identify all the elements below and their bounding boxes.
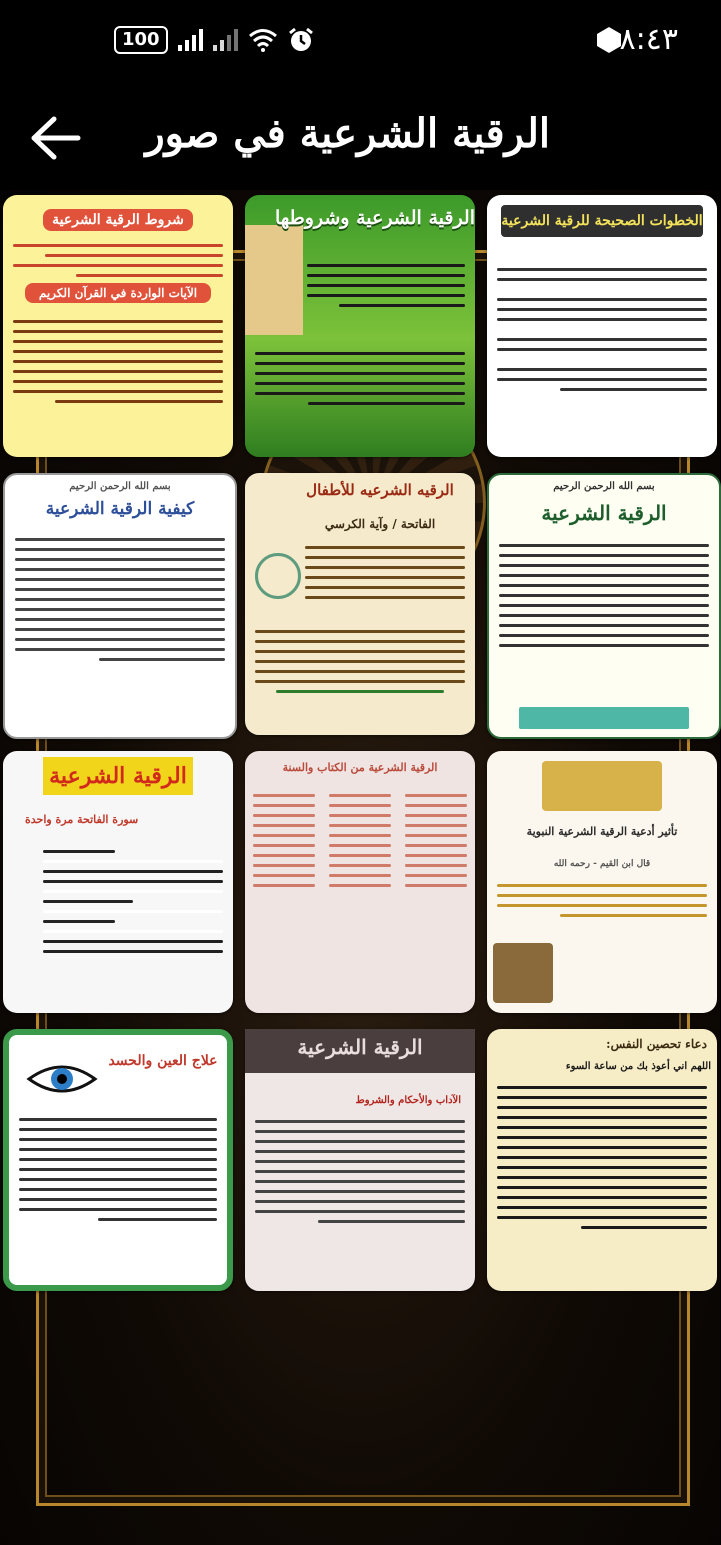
card-text [497, 1079, 707, 1236]
card-subtitle: الآداب والأحكام والشروط [355, 1095, 461, 1106]
alarm-icon [288, 27, 314, 53]
gallery-card-4[interactable] [3, 473, 237, 739]
card-title: كيفية الرقية الشرعية [45, 499, 195, 519]
gallery-card-2[interactable] [245, 195, 475, 457]
card-title: علاج العين والحسد [108, 1053, 218, 1069]
card-subtitle: بسم الله الرحمن الرحيم [553, 481, 655, 492]
card-title: الرقية الشرعية [541, 501, 667, 525]
gallery-card-7[interactable] [3, 751, 233, 1013]
arrow-left-icon[interactable] [30, 116, 82, 160]
card-title: الرقيه الشرعيه للأطفال [306, 481, 454, 499]
card-text [255, 345, 465, 412]
card-footer-band [519, 707, 689, 729]
card-title: الخطوات الصحيحة للرقية الشرعية [501, 205, 703, 237]
card-text [499, 537, 709, 654]
gallery-card-8[interactable] [245, 751, 475, 1013]
hexagon-icon [596, 26, 622, 54]
card-title: شروط الرقية الشرعية [43, 209, 193, 231]
page-title: الرقية الشرعية في صور [145, 110, 550, 157]
card-castle-graphic [245, 225, 303, 335]
card-text [13, 313, 223, 410]
status-bar [0, 0, 720, 80]
gallery-card-12[interactable] [487, 1029, 717, 1291]
card-title: دعاء تحصين النفس: [606, 1037, 707, 1051]
signal-icon-2 [213, 29, 238, 51]
card-title: الرقية الشرعية وشروطها [275, 207, 475, 229]
card-text [43, 843, 223, 960]
card-subtitle: الفاتحة / وآية الكرسي [324, 517, 436, 531]
gallery-card-10[interactable] [3, 1029, 233, 1291]
card-text [15, 531, 225, 668]
app-bar [0, 80, 720, 190]
gallery-card-3[interactable] [487, 195, 717, 457]
card-text [307, 257, 465, 314]
card-title: الرقية الشرعية [43, 757, 193, 795]
card-text [497, 877, 707, 924]
status-time: ٨:٤٣ [619, 22, 678, 57]
card-subtitle: قال ابن القيم - رحمه الله [553, 859, 651, 869]
card-text [255, 623, 465, 700]
card-title: تأثير أدعية الرقية الشرعية النبوية [526, 825, 678, 838]
card-illustration [493, 943, 553, 1003]
eye-icon [27, 1061, 97, 1097]
card-text [305, 539, 465, 606]
card-text [497, 261, 707, 398]
gallery-card-5[interactable] [245, 473, 475, 735]
card-text [13, 237, 223, 284]
card-text [19, 1111, 217, 1228]
card-text [405, 787, 467, 894]
gallery-card-6[interactable] [487, 473, 721, 739]
card-subtitle: سورة الفاتحة مرة واحدة [25, 813, 139, 826]
card-text [253, 787, 315, 894]
gallery-card-9[interactable] [487, 751, 717, 1013]
card-subtitle: الآيات الواردة في القرآن الكريم [25, 283, 211, 303]
card-title: الرقية الشرعية من الكتاب والسنة [282, 761, 438, 774]
status-icons [114, 22, 314, 58]
card-title: الرقية الشرعية [297, 1035, 423, 1059]
wifi-icon [248, 28, 278, 52]
lightbulb-icon [255, 553, 301, 599]
card-subtitle: بسم الله الرحمن الرحيم [69, 481, 171, 492]
gallery-card-11[interactable] [245, 1029, 475, 1291]
card-text [329, 787, 391, 894]
card-text [255, 1113, 465, 1230]
card-header-seal [542, 761, 662, 811]
battery-icon: 100 [114, 26, 168, 54]
card-subtitle: اللهم اني أعوذ بك من ساعة السوء [565, 1061, 711, 1072]
gallery-card-1[interactable] [3, 195, 233, 457]
signal-icon [178, 29, 203, 51]
